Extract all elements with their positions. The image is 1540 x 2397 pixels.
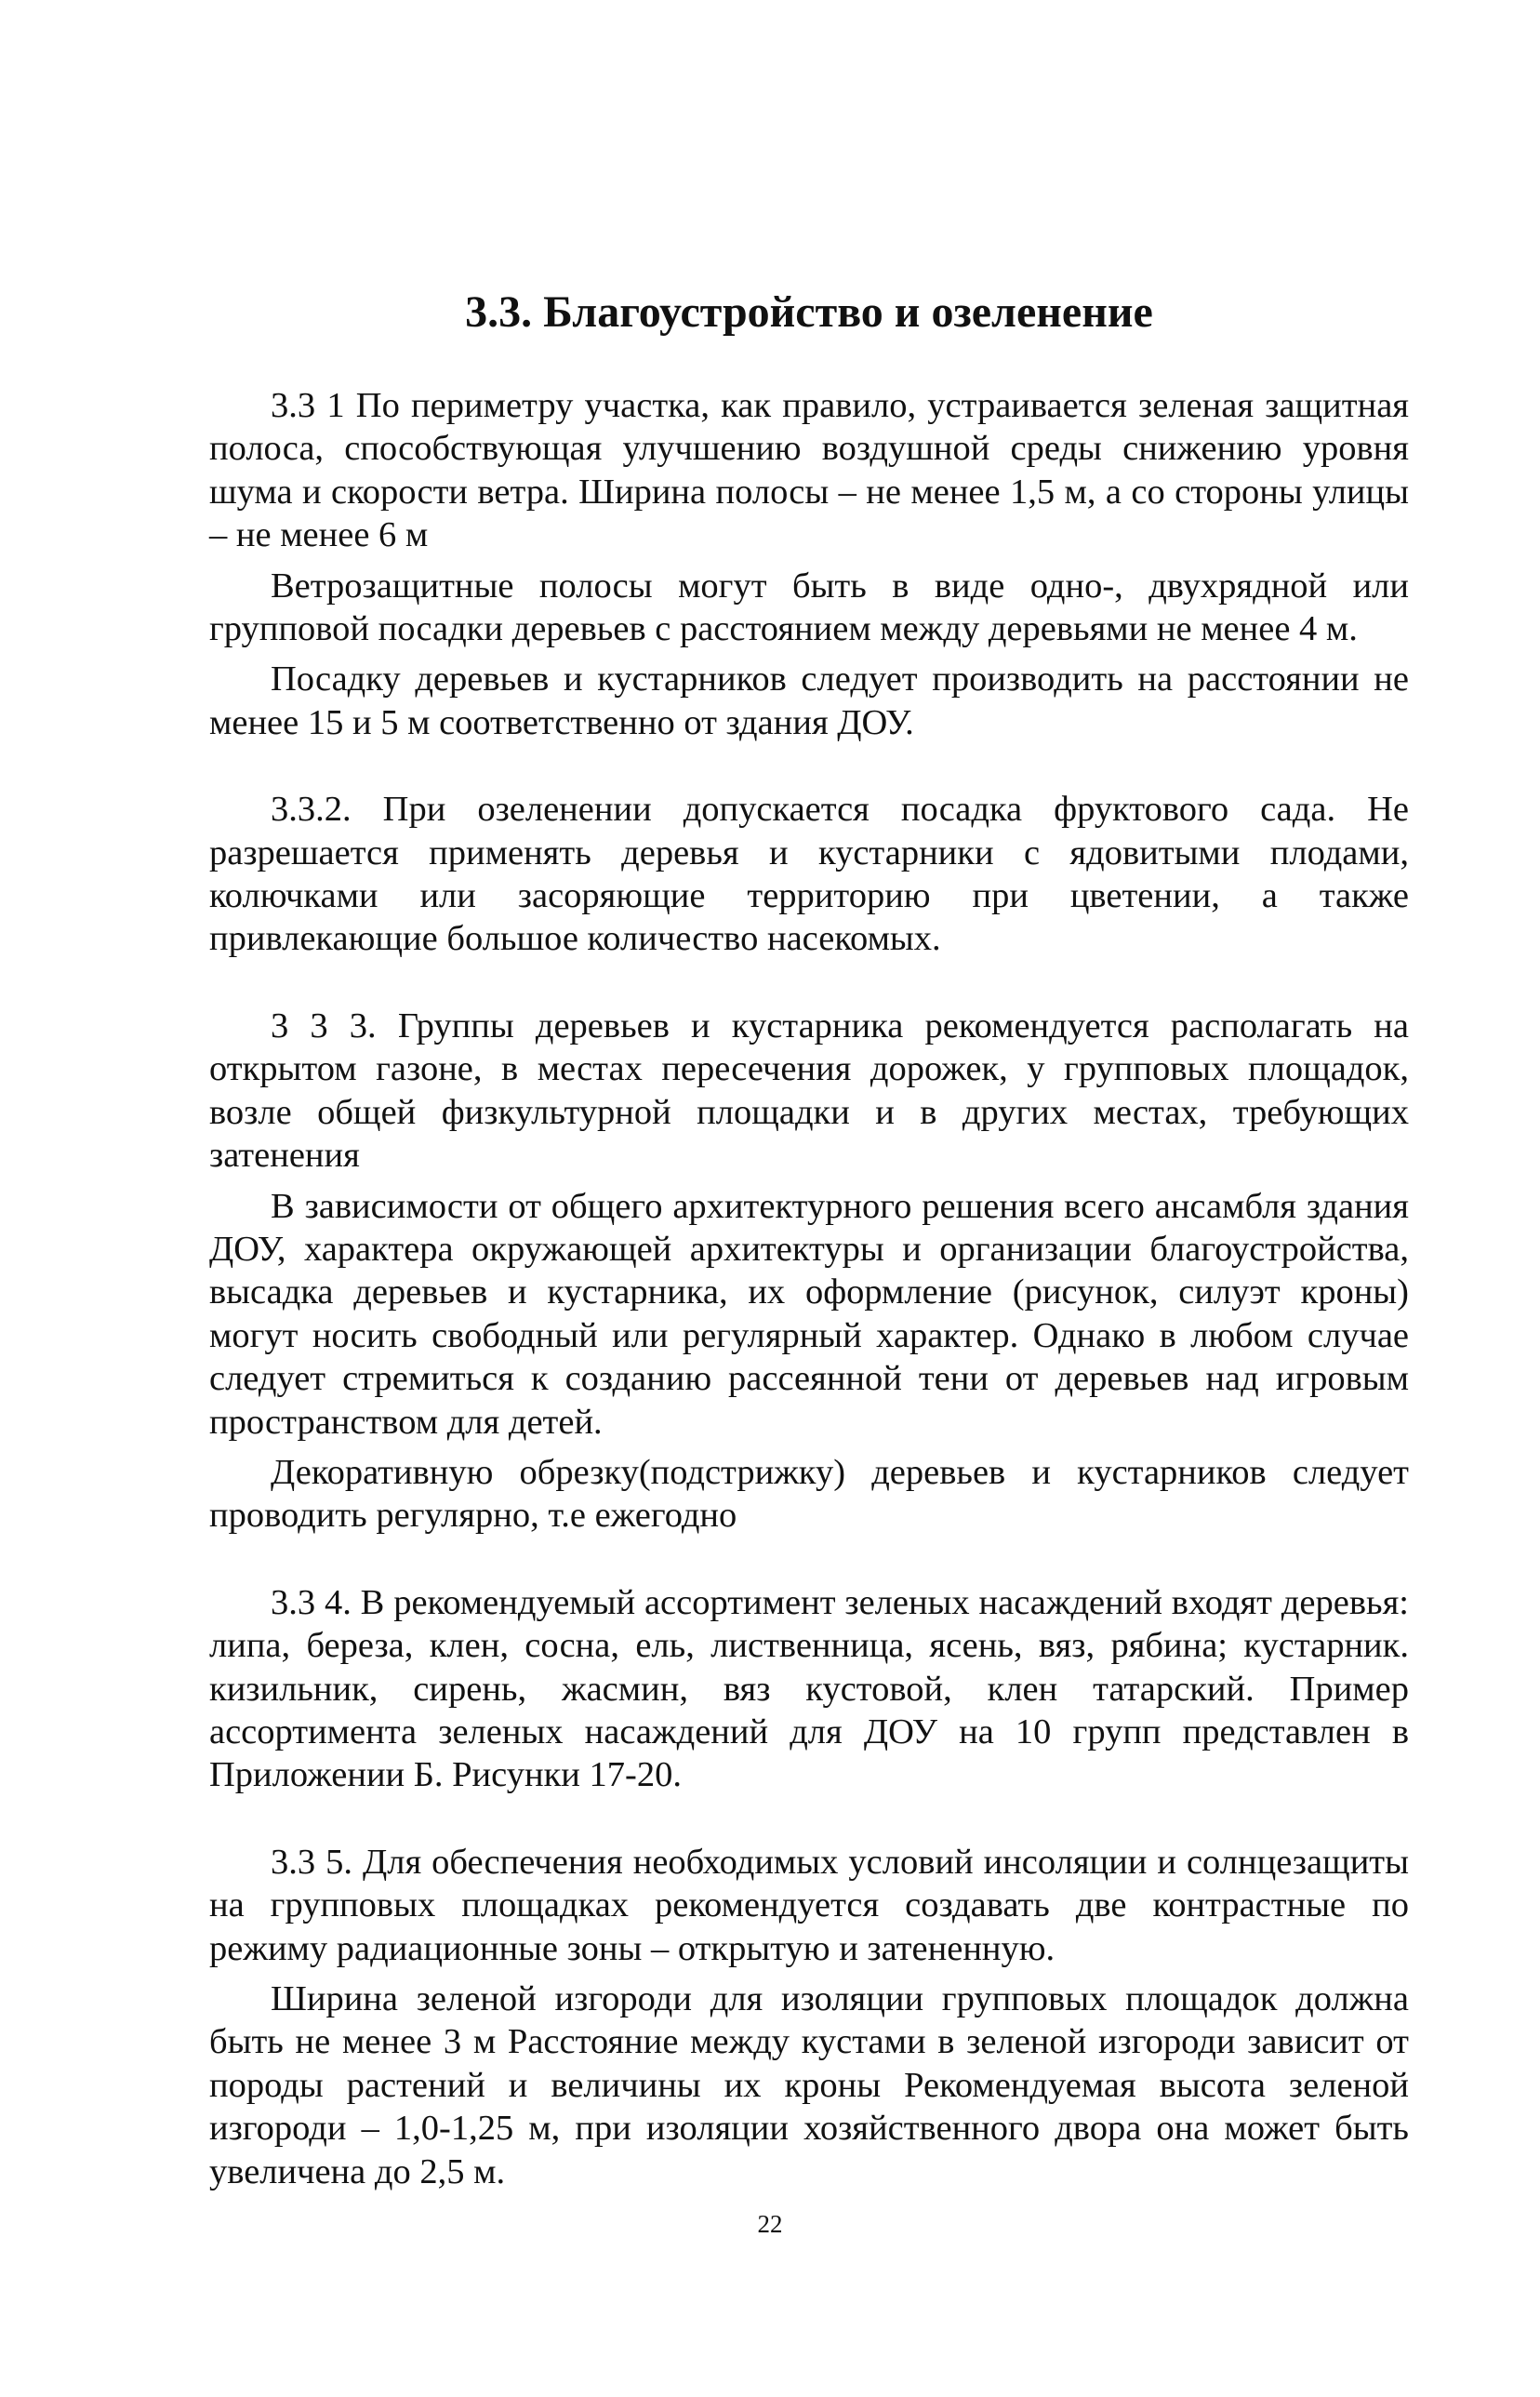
paragraph-3-3-4: 3.3 4. В рекомендуемый ассортимент зеленых насаждений входят деревья: липа, береза, клен, сосна, ель, лиственница, ясень, вяз, рябина; кустарник. кизильник, сирень, жасмин, вяз кустовой, клен татарский. Пример ассортимента зеленых насаждений для ДОУ на 10 групп представлен в Приложении Б. Рисунки 17-20.: [209, 1582, 1409, 1795]
paragraph-pruning: Декоративную обрезку(подстрижку) деревьев и кустарников следует проводить регулярно, т.е ежегодно: [209, 1452, 1409, 1536]
section-body: [209, 384, 1409, 2193]
page-number: 22: [757, 2210, 783, 2238]
paragraph-3-3-2: 3.3.2. При озеленении допускается посадка фруктового сада. Не разрешается применять деревья и кустарники с ядовитыми плодами, колючками или засоряющие территорию при цветении, а также привлекающие большое количество насекомых.: [209, 790, 1409, 959]
paragraph-3-3-5: 3.3 5. Для обеспечения необходимых условий инсоляции и солнцезащиты на групповых площадках рекомендуется создавать две контрастные по режиму радиационные зоны – открытую и затененную.: [209, 1842, 1409, 1968]
paragraph-3-3-3: 3 3 3. Группы деревьев и кустарника рекомендуется располагать на открытом газоне, в местах пересечения дорожек, у групповых площадок, возле общей физкультурной площадки и в других местах, требующих затенения: [209, 1005, 1409, 1176]
paragraph-windbreak: Ветрозащитные полосы могут быть в виде одно-, двухрядной или групповой посадки деревьев с расстоянием между деревьями не менее 4 м.: [209, 566, 1409, 649]
paragraph-planting-distance: Посадку деревьев и кустарников следует производить на расстоянии не менее 15 и 5 м соответственно от здания ДОУ.: [209, 659, 1409, 742]
paragraph-3-3-1: 3.3 1 По периметру участка, как правило, устраивается зеленая защитная полоса, способствующая улучшению воздушной среды снижению уровня шума и скорости ветра. Ширина полосы – не менее 1,5 м, а со стороны улицы – не менее 6 м: [209, 386, 1409, 555]
paragraph-architecture: В зависимости от общего архитектурного решения всего ансамбля здания ДОУ, характера окружающей архитектуры и организации благоустройства, высадка деревьев и кустарника, их оформление (рисунок, силуэт кроны) могут носить свободный или регулярный характер. Однако в любом случае следует стремиться к созданию рассеянной тени от деревьев над игровым пространством для детей.: [209, 1186, 1409, 1442]
section-heading: 3.3. Благоустройство и озеленение: [465, 287, 1153, 337]
paragraph-hedge: Ширина зеленой изгороди для изоляции групповых площадок должна быть не менее 3 м Расстояние между кустами в зеленой изгороди зависит от породы растений и величины их кроны Рекомендуемая высота зеленой изгороди – 1,0-1,25 м, при изоляции хозяйственного двора она может быть увеличена до 2,5 м.: [209, 1979, 1409, 2191]
